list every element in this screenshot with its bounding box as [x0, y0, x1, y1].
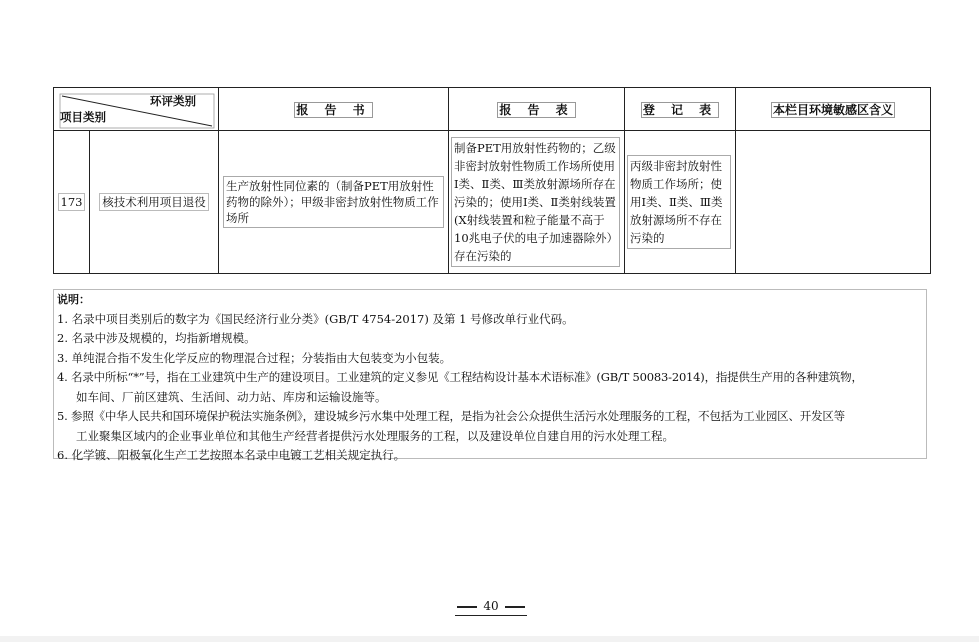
page-number-value: 40: [483, 599, 499, 613]
note-item: 1. 名录中项目类别后的数字为《国民经济行业分类》(GB/T 4754-2017) 及第 1 号修改单行业代码。: [57, 311, 574, 326]
page-number-underline: [455, 615, 527, 616]
note-item: 5. 参照《中华人民共和国环境保护税法实施条例》，建设城乡污水集中处理工程，是指为社会公众提供生活污水处理服务的工程，不包括为工业园区、开发区等: [57, 409, 845, 423]
row-number-cell: [54, 131, 90, 274]
header-report-book-label: 报 告 书: [296, 102, 371, 117]
report-form-cell: [449, 131, 625, 274]
row-name-cell: [90, 131, 219, 274]
report-form-text: 制备PET用放射性药物的；乙级非密封放射性物质工作场所使用Ⅰ类、Ⅱ类、Ⅲ类放射源场所存在污染的；使用Ⅰ类、Ⅱ类射线装置(X射线装置和粒子能量不高于10兆电子伏的电子加速器除外）存在污染的: [451, 137, 620, 267]
header-report-form-label: 报 告 表: [499, 102, 574, 117]
note-item: 4. 名录中所标“*”号，指在工业建筑中生产的建设项目。工业建筑的定义参见《工程结构设计基本术语标准》(GB/T 50083-2014)，指提供生产用的各种建筑物，: [57, 370, 863, 384]
page-bottom-edge: [0, 636, 979, 642]
diagonal-bottom-label: 项目类别: [60, 110, 106, 124]
header-report-book: [219, 88, 449, 131]
registration-text: 丙级非密封放射性物质工作场所；使用Ⅰ类、Ⅱ类、Ⅲ类放射源场所不存在污染的: [627, 155, 731, 249]
header-registration: [625, 88, 736, 131]
diagonal-header-cell: [54, 88, 219, 131]
sensitive-area-cell: [736, 131, 931, 274]
page-number-dash-left: [457, 606, 477, 608]
notes-title: 说明：: [57, 293, 90, 306]
notes-section: [53, 289, 927, 462]
registration-cell: [625, 131, 736, 274]
page-number-dash-right: [505, 606, 525, 608]
diagonal-top-label: 环评类别: [150, 94, 196, 108]
report-book-cell: [219, 131, 449, 274]
header-report-form: [449, 88, 625, 131]
note-item: 2. 名录中涉及规模的，均指新增规模。: [57, 331, 256, 345]
header-sensitive-area: [736, 88, 931, 131]
table-row: [54, 131, 931, 274]
row-number: 173: [58, 193, 86, 211]
note-item: 6. 化学镀、阳极氧化生产工艺按照本名录中电镀工艺相关规定执行。: [57, 448, 406, 462]
page-number: [455, 597, 527, 617]
note-item: 3. 单纯混合指不发生化学反应的物理混合过程；分装指由大包装变为小包装。: [57, 350, 452, 365]
header-sensitive-area-label: 本栏目环境敏感区含义: [772, 102, 893, 117]
report-book-text: 生产放射性同位素的（制备PET用放射性药物的除外）；甲级非密封放射性物质工作场所: [223, 176, 444, 228]
eia-category-table: [53, 87, 931, 274]
table-header-row: [54, 88, 931, 131]
note-item-continued: 如车间、厂前区建筑、生活间、动力站、库房和运输设施等。: [76, 389, 387, 404]
note-item-continued: 工业聚集区域内的企业事业单位和其他生产经营者提供污水处理服务的工程，以及建设单位自建自用的污水处理工程。: [76, 428, 674, 443]
row-name: 核技术利用项目退役: [99, 193, 209, 211]
header-registration-label: 登 记 表: [642, 102, 718, 117]
